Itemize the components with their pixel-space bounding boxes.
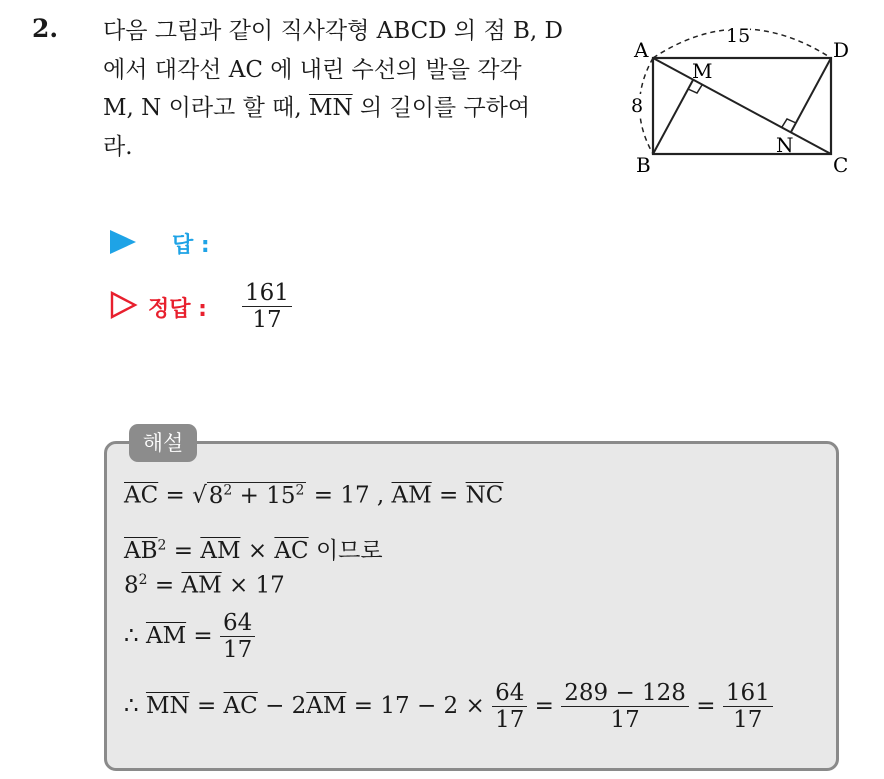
label-b: B (636, 153, 651, 177)
answer-label: 답 : (172, 233, 210, 258)
correct-arrow-icon (110, 291, 138, 319)
correct-label: 정답 : (148, 297, 207, 322)
rectangle-figure (626, 20, 856, 180)
solution-title: 해설 (129, 424, 197, 462)
correct-numerator: 161 (242, 280, 292, 307)
correct-denominator: 17 (252, 307, 282, 334)
label-d: D (833, 38, 850, 62)
label-n: N (776, 133, 794, 157)
problem-number: 2. (32, 14, 59, 43)
solution-line-4: ∴ $\overline{AM}$ = $\frac{64}{17}$ (124, 610, 255, 664)
problem-line-1: 다음 그림과 같이 직사각형 ABCD 의 점 B, D (103, 18, 563, 44)
perpendicular-dn (791, 58, 831, 132)
solution-line-5: ∴ $\overline{MN} = \overline{AC} - 2\overline{AM} = 17 - 2$ × $\frac{64}{17}$ = $\frac{289 - 128}{17}$ = $\frac{161}{17}$ (124, 680, 773, 734)
width-label: 15 (726, 25, 751, 47)
problem-line-3: M, N 이라고 할 때, $\overline{MN}$ 의 길이를 구하여 (103, 95, 531, 121)
solution-line-1: $\overline{AC} = √8^2 + 15^2 = 17$ , $\overline{AM} = \overline{NC}$ (124, 482, 504, 509)
segment-mn: $\overline{MN}$ (308, 95, 353, 121)
label-a: A (634, 38, 649, 62)
height-label: 8 (631, 95, 644, 117)
solution-line-3: $8^2 = \overline{AM} \times 17$ (124, 572, 285, 599)
problem-text (103, 12, 608, 166)
correct-answer-fraction (242, 280, 292, 334)
problem-line-4: 라. (103, 133, 133, 160)
solution-line-2: $\overline{AB}^2 = \overline{AM} \times \overline{AC}$ 이므로 (124, 537, 383, 564)
answer-arrow-icon (110, 230, 136, 254)
label-m: M (692, 59, 713, 83)
problem-line-2: 에서 대각선 AC 에 내린 수선의 발을 각각 (103, 56, 522, 83)
perpendicular-bm (653, 80, 693, 154)
label-c: C (833, 153, 849, 177)
